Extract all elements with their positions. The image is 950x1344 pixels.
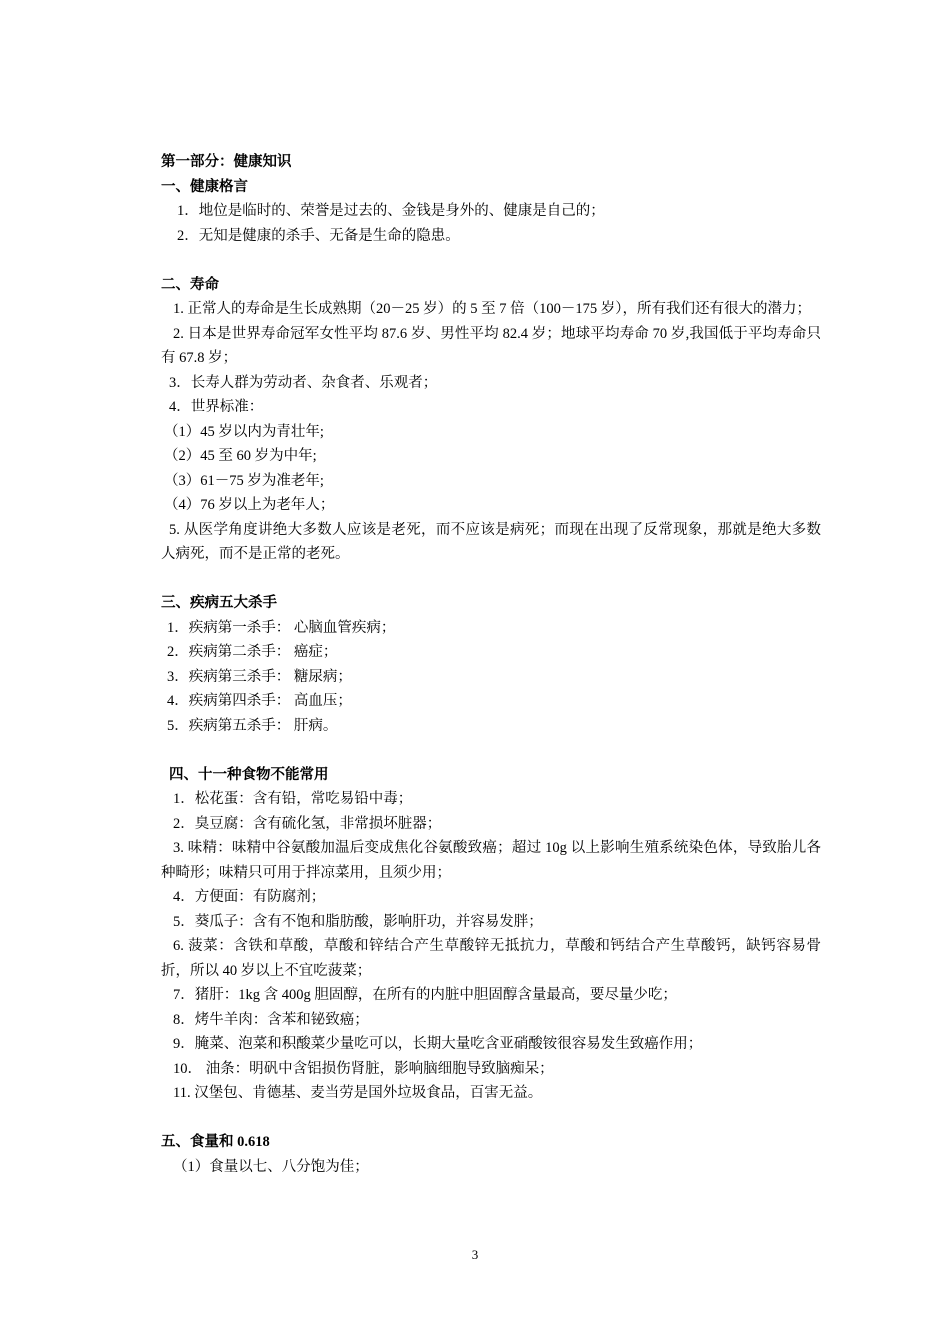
list-item: 2. 日本是世界寿命冠军女性平均 87.6 岁、男性平均 82.4 岁；地球平均寿命 70 岁,我国低于平均寿命只有 67.8 岁；: [161, 325, 821, 366]
section-heading-lifespan: 二、寿命: [161, 276, 219, 293]
section-heading-disease-killers: 三、疾病五大杀手: [161, 595, 277, 611]
section-heading-health-mottos: 一、健康格言: [161, 178, 248, 195]
list-item: 1．疾病第一杀手： 心脑血管疾病；: [167, 619, 396, 636]
list-item: 1. 正常人的寿命是生长成熟期（20－25 岁）的 5 至 7 倍（100－175 岁），所有我们还有很大的潜力；: [173, 301, 811, 317]
blank-line: [161, 248, 821, 273]
section-heading-eleven-foods: 四、十一种食物不能常用: [169, 766, 329, 783]
list-item: 4．方便面：有防腐剂；: [173, 889, 326, 905]
list-item: 10． 油条：明矾中含铝损伤肾脏，影响脑细胞导致脑痴呆；: [173, 1060, 554, 1077]
list-item: 8．烤牛羊肉：含苯和铋致癌；: [173, 1011, 369, 1028]
list-item: （1）食量以七、八分饱为佳；: [173, 1158, 369, 1175]
list-item: 5．疾病第五杀手： 肝病。: [167, 717, 338, 734]
list-item: 3. 味精：味精中谷氨酸加温后变成焦化谷氨酸致癌；超过 10g 以上影响生殖系统染色体，导致胎儿各种畸形；味精只可用于拌凉菜用，且须少用；: [161, 840, 821, 881]
list-item: 6. 菠菜：含铁和草酸，草酸和锌结合产生草酸锌无抵抗力，草酸和钙结合产生草酸钙，缺钙容易骨折，所以 40 岁以上不宜吃菠菜；: [161, 938, 821, 979]
blank-line: [161, 1106, 821, 1131]
blank-line: [161, 738, 821, 763]
list-item: （2）45 至 60 岁为中年;: [164, 448, 317, 464]
list-item: 3．疾病第三杀手： 糖尿病；: [167, 668, 352, 685]
list-item: 5．葵瓜子：含有不饱和脂肪酸，影响肝功，并容易发胖；: [173, 913, 543, 930]
list-item: 1．松花蛋：含有铅，常吃易铅中毒；: [173, 791, 413, 807]
document-body: [161, 150, 821, 1179]
blank-line: [161, 567, 821, 592]
list-item: 2．臭豆腐：含有硫化氢，非常损坏脏器；: [173, 815, 442, 832]
list-item: 9．腌菜、泡菜和积酸菜少量吃可以，长期大量吃含亚硝酸铵很容易发生致癌作用；: [173, 1036, 703, 1052]
section-heading-food-amount: 五、食量和 0.618: [161, 1134, 270, 1150]
list-item: 11. 汉堡包、肯德基、麦当劳是国外垃圾食品，百害无益。: [173, 1085, 543, 1101]
list-item: 7．猪肝：1kg 含 400g 胆固醇，在所有的内脏中胆固醇含量最高，要尽量少吃；: [173, 987, 677, 1003]
list-item: 1．地位是临时的、荣誉是过去的、金钱是身外的、健康是自己的；: [177, 203, 605, 219]
list-item: 2．无知是健康的杀手、无备是生命的隐患。: [177, 227, 460, 244]
part-title: 第一部分：健康知识: [161, 154, 292, 170]
list-item: 4．世界标准：: [169, 399, 264, 415]
list-item: （4）76 岁以上为老年人；: [164, 497, 335, 513]
list-item: 3．长寿人群为劳动者、杂食者、乐观者；: [169, 374, 438, 391]
list-item: 2．疾病第二杀手： 癌症；: [167, 644, 338, 660]
list-item: （3）61－75 岁为准老年;: [164, 472, 324, 489]
list-item: （1）45 岁以内为青壮年;: [164, 423, 324, 440]
list-item: 4．疾病第四杀手： 高血压；: [167, 693, 352, 709]
page-number: 3: [471, 1247, 479, 1262]
list-item: 5. 从医学角度讲绝大多数人应该是老死，而不应该是病死；而现在出现了反常现象，那就是绝大多数人病死，而不是正常的老死。: [161, 521, 821, 562]
